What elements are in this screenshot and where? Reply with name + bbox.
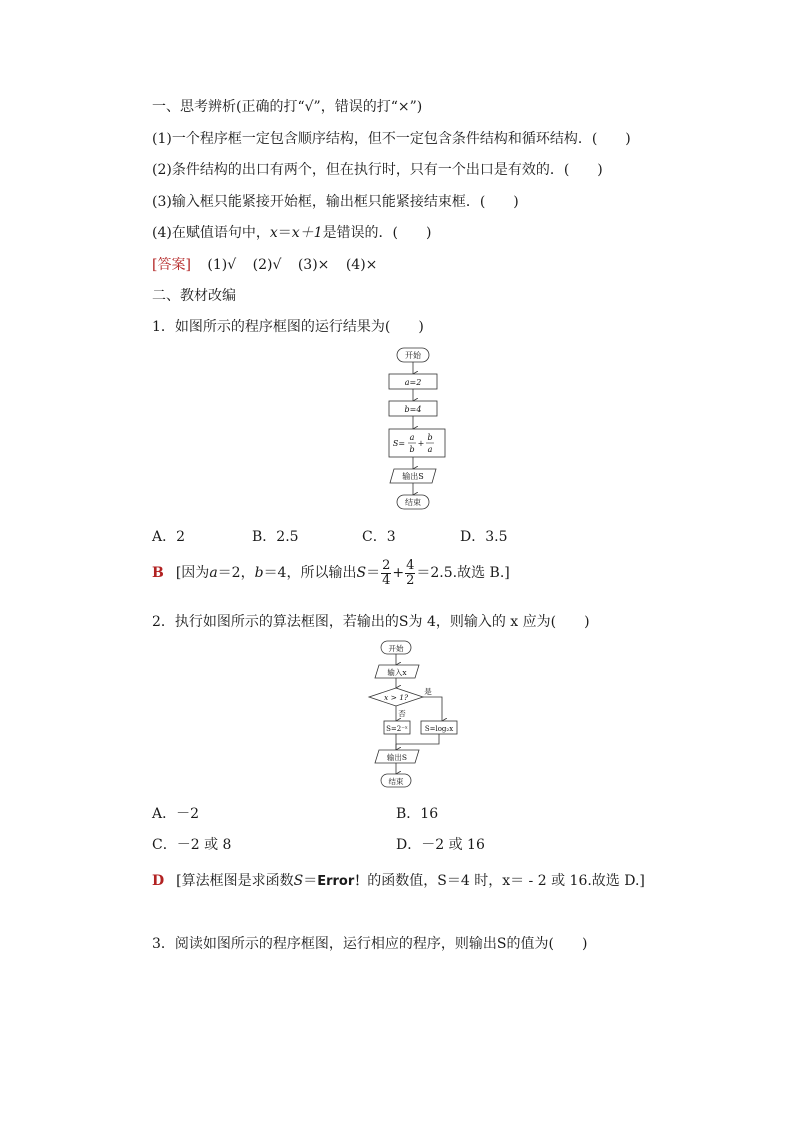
q2-exp-error: Error！: [317, 874, 368, 889]
judge-item-4: [152, 222, 432, 242]
q1-s-prefix: S=: [392, 439, 406, 448]
q1-answer-letter: B: [152, 565, 164, 581]
q2-input-label: 输入x: [387, 668, 407, 677]
q1-exp-plus: +: [392, 565, 405, 581]
q2-question: 2．执行如图所示的算法框图，若输出的S为 4，则输入的 x 应为( ): [152, 614, 590, 630]
q1-end-label: 结束: [405, 498, 421, 507]
q1-flowchart: [380, 345, 460, 515]
answer-4: (4)×: [345, 257, 378, 273]
q1-s-f2-den: a: [427, 445, 433, 454]
q1-option-b: B．2.5: [252, 529, 299, 545]
answer-3: (3)×: [297, 257, 330, 273]
q1-start-label: 开始: [405, 351, 421, 360]
q2-explanation: [152, 870, 645, 890]
q1-exp-a: a: [209, 565, 218, 581]
q2-option-a: A．－2: [152, 806, 200, 822]
q1-exp-p2: ＝2，: [217, 565, 255, 581]
q1-exp-s: S: [356, 565, 367, 581]
q2-option-d: D．－2 或 16: [396, 837, 485, 853]
q2-flowchart: [365, 638, 465, 793]
q2-left-box-label: S=2⁻ˣ: [386, 725, 408, 733]
q2-output-label: 输出S: [386, 753, 408, 762]
q2-exp-p5: x＝ - 2 或 16.故选 D.]: [502, 873, 645, 889]
q1-option-c: C．3: [362, 529, 396, 545]
answer-1: (1)√: [207, 257, 237, 273]
judge-item-4-prefix: (4)在赋值语句中，: [152, 225, 270, 241]
q2-end-label: 结束: [388, 777, 404, 786]
q1-option-d: D．3.5: [460, 529, 508, 545]
q2-exp-p4: S＝4 时，: [437, 873, 503, 889]
q2-right-box-label: S=log₂x: [424, 725, 454, 733]
q2-option-b: B．16: [396, 806, 439, 822]
q1-exp-p1: [因为: [175, 565, 210, 581]
judge-item-4-op: ＝: [277, 225, 292, 241]
judge-item-4-suffix: 是错误的．( ): [322, 225, 432, 241]
q2-exp-p2: ＝: [303, 873, 318, 889]
q1-option-a: A．2: [152, 529, 186, 545]
q1-s-plus: +: [417, 439, 425, 448]
q2-exp-s: S: [293, 873, 304, 889]
q2-yes-label: 是: [424, 687, 432, 696]
judge-item-4-rhs: x＋1: [291, 225, 323, 241]
q1-assign-b-label: b=4: [404, 405, 422, 414]
q1-s-f2-num: b: [427, 433, 433, 442]
q1-exp-frac1: $\frac{2}{4}$: [382, 557, 391, 588]
q1-output-label: 输出S: [402, 472, 424, 481]
answer-tag: [答案]: [152, 257, 191, 273]
q1-exp-b: b: [254, 565, 264, 581]
q2-answer-letter: D: [152, 873, 165, 889]
section1-heading: 一、思考辨析(正确的打“√”，错误的打“×”): [152, 99, 423, 115]
q1-s-f1-den: b: [409, 445, 415, 454]
section1-answer-line: [152, 254, 377, 274]
q1-question: 1．如图所示的程序框图的运行结果为( ): [152, 319, 424, 335]
q1-assign-a-label: a=2: [404, 378, 422, 387]
q2-exp-p1: [算法框图是求函数: [176, 873, 294, 889]
q1-exp-frac2: $\frac{4}{2}$: [406, 557, 415, 588]
q1-exp-p3: ＝4，所以输出: [263, 565, 357, 581]
judge-item-4-lhs: x: [269, 225, 278, 241]
q2-exp-p3: 的函数值，: [367, 873, 438, 889]
q1-s-f1-num: a: [409, 433, 415, 442]
q2-option-c: C．－2 或 8: [152, 837, 232, 853]
q2-no-label: 否: [398, 709, 406, 718]
q2-start-label: 开始: [388, 644, 404, 653]
q1-explanation: [152, 558, 510, 588]
q2-cond-label: x > 1?: [383, 693, 409, 702]
q3-question: 3．阅读如图所示的程序框图，运行相应的程序，则输出S的值为( ): [152, 936, 588, 952]
judge-item-1: (1)一个程序框一定包含顺序结构，但不一定包含条件结构和循环结构．( ): [152, 131, 631, 147]
answer-2: (2)√: [252, 257, 282, 273]
q1-exp-p5: ＝2.5.故选 B.]: [416, 565, 510, 581]
q1-exp-p4: ＝: [366, 565, 381, 581]
judge-item-3: (3)输入框只能紧接开始框，输出框只能紧接结束框．( ): [152, 194, 519, 210]
section2-heading: 二、教材改编: [152, 288, 236, 304]
judge-item-2: (2)条件结构的出口有两个，但在执行时，只有一个出口是有效的．( ): [152, 162, 603, 178]
